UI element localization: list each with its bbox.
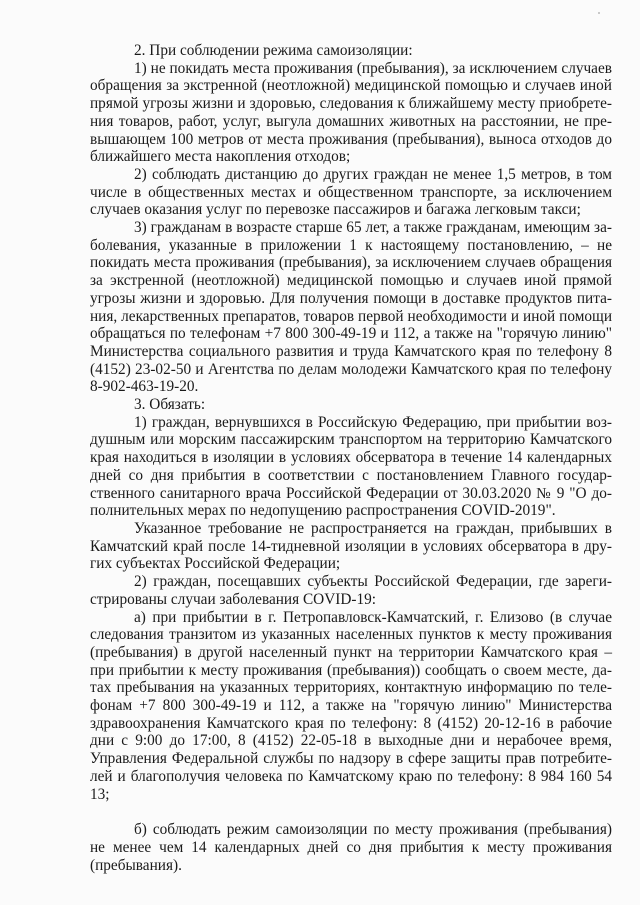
paragraph-3-2: 2) граждан, посещавших субъекты Российской Федерации, где зарегистрированы случаи заболевания COVID-19:: [90, 573, 612, 608]
paragraph-2-3: 3) гражданам в возрасте старше 65 лет, а также гражданам, имеющим заболевания, указанные в приложении 1 к настоящему постановлению, – не покидать места проживания (пребывания), за исключением случаев обращения за экстренной (неотложной) медицинской помощью и случаев иной прямой угрозы жизни и здоровью. Для получения помощи в доставке продуктов питания, лекарственных препаратов, товаров первой необходимости и иной помощи обращаться по телефонам +7 800 300-49-19 и 112, а также на "горячую линию" Министерства социального развития и труда Камчатского края по телефону 8 (4152) 23-02-50 и Агентства по делам молодежи Камчатского края по телефону 8-902-463-19-20.: [90, 219, 612, 396]
paragraph-2-1: 1) не покидать места проживания (пребывания), за исключением случаев обращения за экстренной (неотложной) медицинской помощью и случаев иной прямой угрозы жизни и здоровью, следования к ближайшему месту приобретения товаров, работ, услуг, выгула домашних животных на расстоянии, не превышающем 100 метров от места проживания (пребывания), выноса отходов до ближайшего места накопления отходов;: [90, 59, 612, 166]
section-2-heading: 2. При соблюдении режима самоизоляции:: [134, 42, 413, 59]
paragraph-3-1-note: Указанное требование не распространяется на граждан, прибывших в Камчатский край после 14-тидневной изоляции в условиях обсерватора в других субъектах Российской Федерации;: [90, 519, 612, 573]
paragraph-2-2: 2) соблюдать дистанцию до других граждан не менее 1,5 метров, в том числе в общественных местах и общественном транспорте, за исключением случаев оказания услуг по перевозке пассажиров и багажа легковым такси;: [90, 165, 612, 219]
paragraph-3-2-a: а) при прибытии в г. Петропавловск-Камчатский, г. Елизово (в случае следования транзитом из указанных населенных пунктов к месту проживания (пребывания) в другой населенный пункт на территории Камчатского края – при прибытии к месту проживания (пребывания)) сообщать о своем месте, датах пребывания на указанных территориях, контактную информацию по телефонам +7 800 300-49-19 и 112, а также на "горячую линию" Министерства здравоохранения Камчатского края по телефону: 8 (4152) 20-12-16 в рабочие дни с 9:00 до 17:00, 8 (4152) 22-05-18 в выходные дни и нерабочее время, Управления Федеральной службы по надзору в сфере защиты прав потребителей и благополучия человека по Камчатскому краю по телефону: 8 984 160 54 13;: [90, 608, 612, 803]
paragraph-3-2-b: б) соблюдать режим самоизоляции по месту проживания (пребывания) не менее чем 14 календарных дней со дня прибытия к месту проживания (пребывания).: [90, 821, 612, 874]
document-body: [90, 42, 612, 874]
paragraph-3-1: 1) граждан, вернувшихся в Российскую Федерацию, при прибытии воздушным или морским пассажирским транспортом на территорию Камчатского края находиться в изоляции в условиях обсерватора в течение 14 календарных дней со дня прибытия в соответствии с постановлением Главного государственного санитарного врача Российской Федерации от 30.03.2020 № 9 "О дополнительных мерах по недопущению распространения COVID-2019".: [90, 413, 612, 520]
scan-speck: [598, 12, 600, 14]
section-3-heading: 3. Обязать:: [134, 396, 206, 414]
